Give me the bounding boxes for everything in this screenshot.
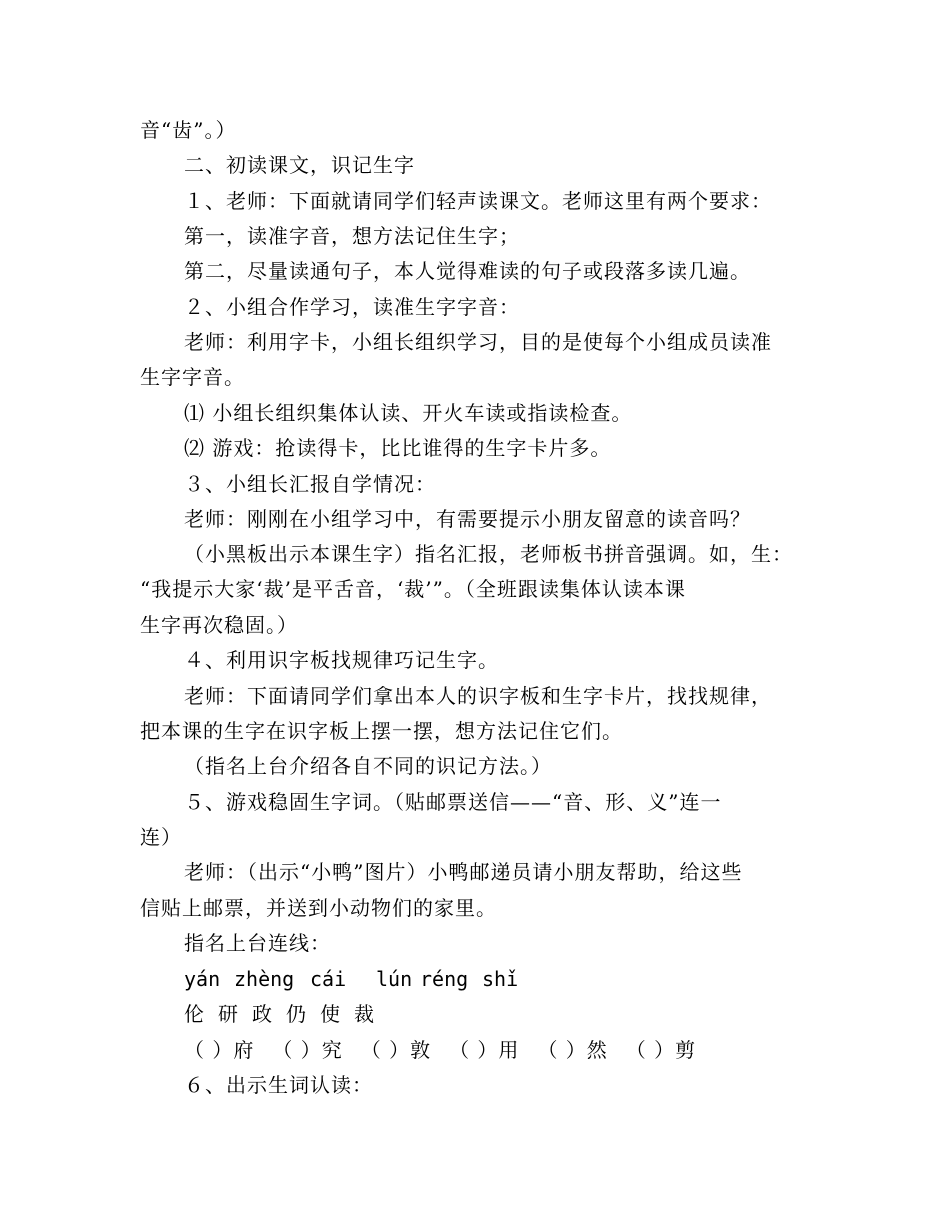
text-line: 第一，读准字音，想方法记住生字； [184, 224, 520, 248]
text-line: 老师：刚刚在小组学习中，有需要提示小朋友留意的读音吗？ [184, 507, 751, 531]
text-line: 生字再次稳固。） [140, 613, 298, 637]
text-line: 音“齿”。） [140, 118, 237, 142]
text-line: 把本课的生字在识字板上摆一摆，想方法记住它们。 [140, 719, 623, 743]
character-item: 仍 [286, 1002, 307, 1026]
text-line: 老师：利用字卡，小组长组织学习，目的是使每个小组成员读准 [184, 330, 772, 354]
fill-blank-item: （ ）究 [272, 1038, 343, 1062]
fill-blank-item: （ ）敦 [360, 1038, 432, 1062]
text-line: ⑴ 小组长组织集体认读、开火车读或指读检查。 [184, 401, 633, 425]
pinyin-item: réng [420, 967, 469, 991]
text-line: （指名上台介绍各自不同的识记方法。） [184, 754, 552, 778]
pinyin-row [184, 967, 518, 991]
text-line: 连） [140, 825, 182, 849]
fill-blank-item: （ ）用 [449, 1038, 520, 1062]
text-line: ５、游戏稳固生字词。（贴邮票送信——“音、形、义”连一 [184, 790, 722, 814]
character-row [184, 1002, 388, 1026]
text-line: 老师：（出示“小鸭”图片）小鸭邮递员请小朋友帮助，给这些 [184, 860, 743, 884]
text-line: “我提示大家‘裁’是平舌音，‘裁’”。（全班跟读集体认读本课 [140, 577, 686, 601]
pinyin-item: zhèng [234, 967, 295, 991]
text-line: 第二，尽量读通句子，本人觉得难读的句子或段落多读几遍。 [184, 259, 751, 283]
character-item: 使 [320, 1002, 341, 1026]
pinyin-item: cái [310, 967, 347, 991]
pinyin-item: lún [376, 967, 413, 991]
text-line: 信贴上邮票，并送到小动物们的家里。 [140, 896, 497, 920]
text-line: ３、小组长汇报自学情况： [184, 472, 436, 496]
character-item: 研 [218, 1002, 239, 1026]
text-line: 老师：下面请同学们拿出本人的识字板和生字卡片，找找规律， [184, 684, 772, 708]
fill-blank-item: （ ）剪 [625, 1038, 697, 1062]
fill-blank-item: （ ）然 [537, 1038, 608, 1062]
section-heading: 二、初读课文，识记生字 [184, 153, 415, 177]
section-heading: ６、出示生词认读： [184, 1073, 373, 1097]
fill-blank-item: （ ）府 [184, 1038, 255, 1062]
character-item: 政 [252, 1002, 273, 1026]
text-line: （小黑板出示本课生字）指名汇报，老师板书拼音强调。如，生： [184, 542, 793, 566]
text-line: 生字字音。 [140, 365, 245, 389]
text-line: ４、利用识字板找规律巧记生字。 [184, 648, 499, 672]
character-item: 裁 [354, 1002, 375, 1026]
character-item: 伦 [184, 1002, 205, 1026]
text-line: 指名上台连线： [184, 931, 331, 955]
text-line: ２、小组合作学习，读准生字字音： [184, 295, 520, 319]
text-line: ⑵ 游戏：抢读得卡，比比谁得的生字卡片多。 [184, 436, 612, 460]
fill-blank-row [184, 1038, 714, 1062]
text-line: １、老师：下面就请同学们轻声读课文。老师这里有两个要求： [184, 189, 772, 213]
pinyin-item: yán [184, 967, 221, 991]
pinyin-item: shǐ [482, 967, 519, 991]
